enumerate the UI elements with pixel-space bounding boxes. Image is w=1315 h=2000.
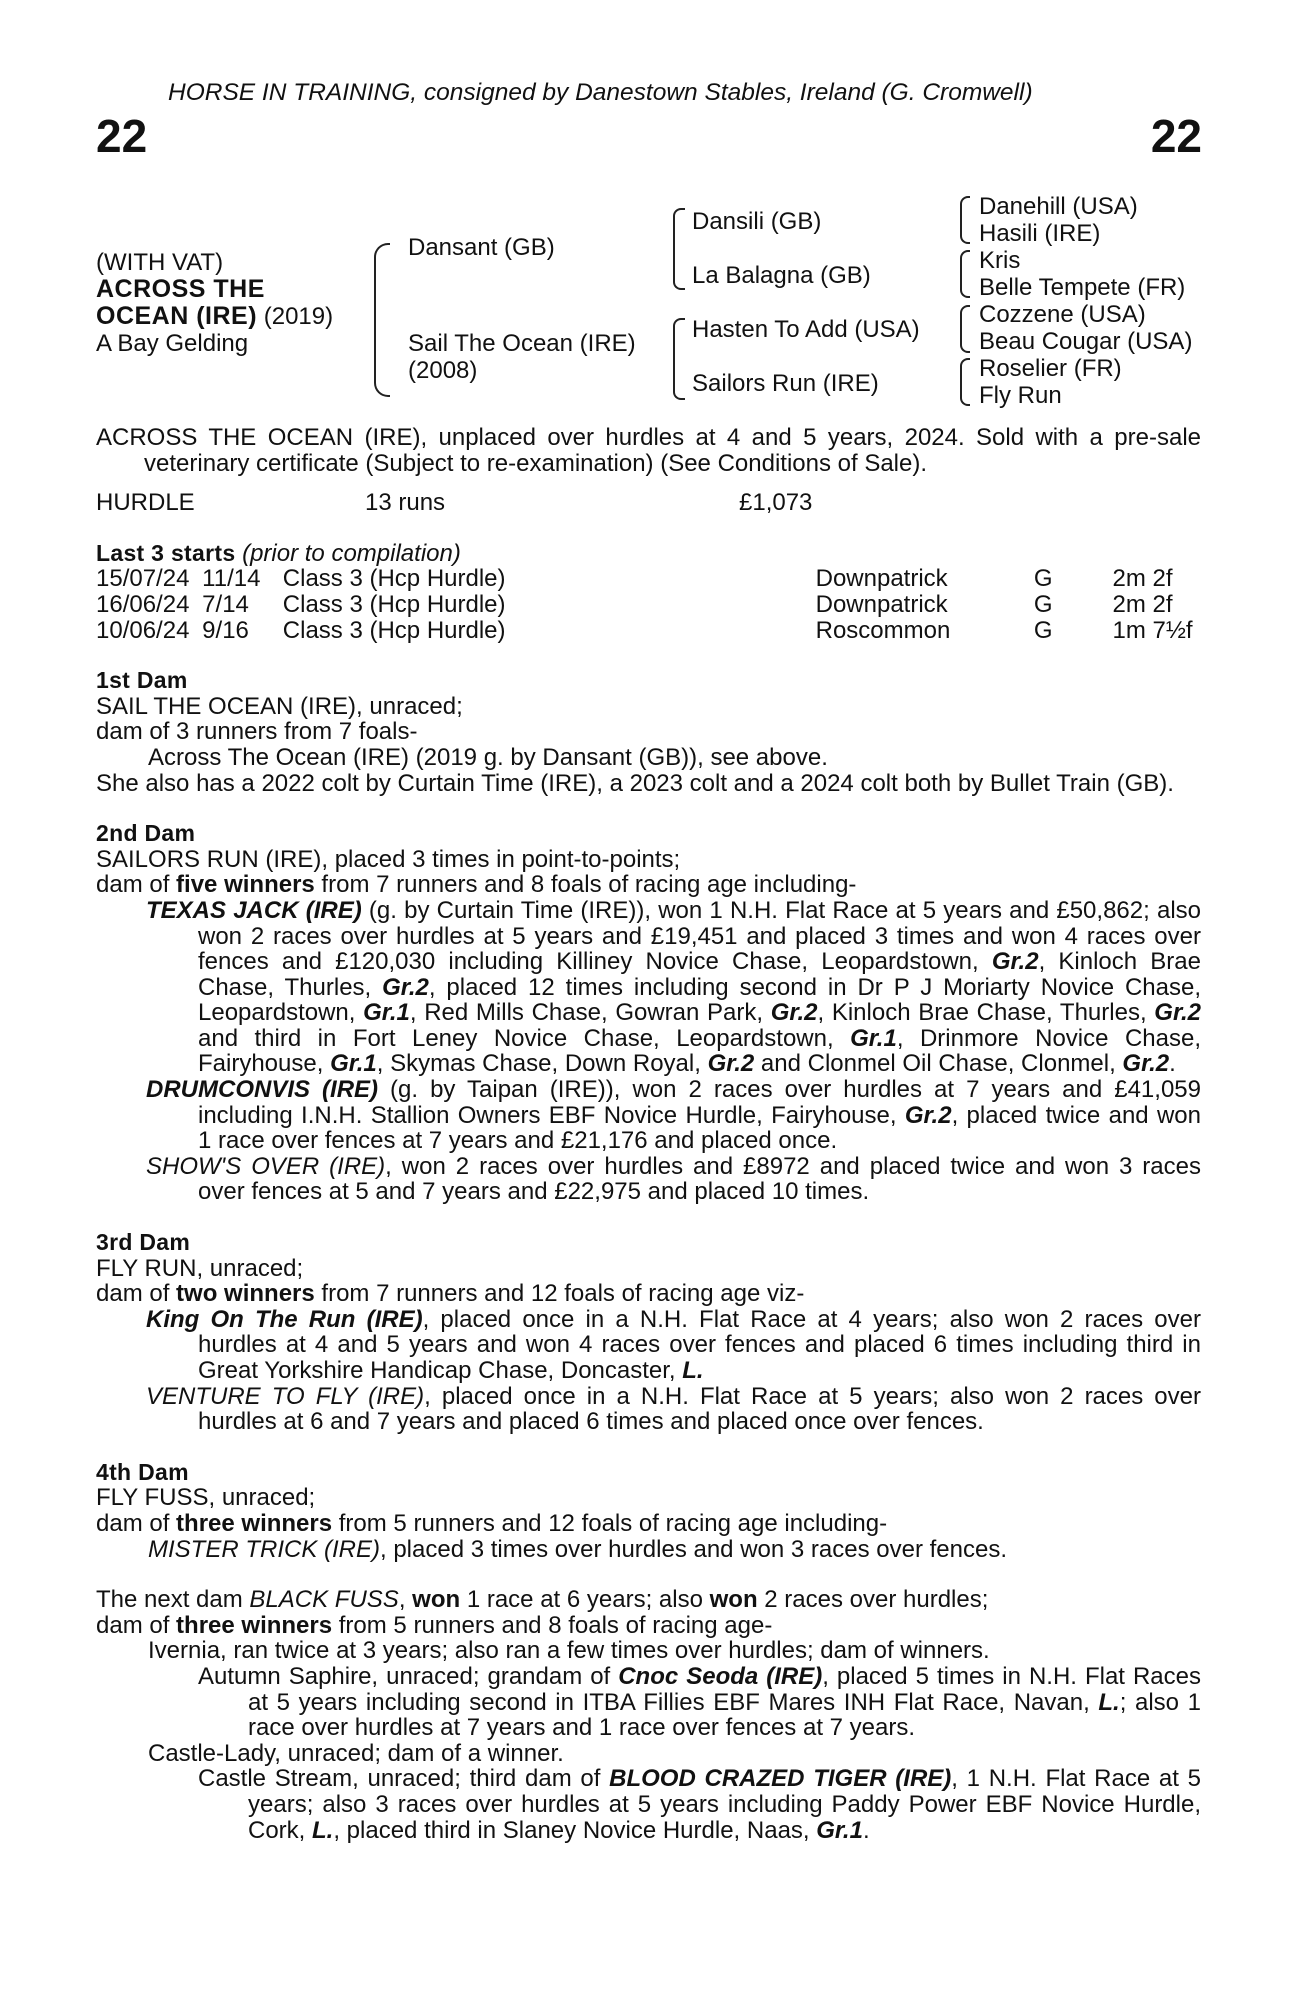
pedigree-dam-line2: (2008) <box>408 357 478 384</box>
pedigree-brace-gg3 <box>960 305 970 353</box>
produce-king-on-the-run: King On The Run (IRE), placed once in a N.H. Flat Race at 4 years; also won 2 races over hurdles at 4 and 5 years and won 4 races over fences and placed 6 times including third in Great Yorkshire Handicap Chase, Doncaster, L. <box>146 1305 1201 1384</box>
pedigree-ggp-7: Roselier (FR) <box>979 355 1122 382</box>
next-dam-line: The next dam BLACK FUSS, won 1 race at 6 years; also won 2 races over hurdles; <box>96 1586 989 1614</box>
pedigree-brace-gg4 <box>960 358 970 406</box>
pedigree-brace-gg1 <box>960 196 970 244</box>
pedigree-ggp-5: Cozzene (USA) <box>979 301 1146 328</box>
lot-number-right: 22 <box>1150 110 1202 162</box>
produce-castle-lady: Castle-Lady, unraced; dam of a winner. <box>148 1739 564 1767</box>
pedigree-sire-dam: La Balagna (GB) <box>692 262 871 289</box>
pedigree-brace-gg2 <box>960 250 970 298</box>
produce-ivernia: Ivernia, ran twice at 3 years; also ran a few times over hurdles; dam of winners. <box>148 1637 990 1665</box>
pedigree-dam-dam: Sailors Run (IRE) <box>692 370 879 397</box>
start-row: 15/07/24 11/14 Class 3 (Hcp Hurdle) Downpatrick G 2m 2f <box>96 565 1173 593</box>
lot-number-left: 22 <box>96 110 148 162</box>
fourth-dam-line: dam of three winners from 5 runners and 12 foals of racing age including- <box>96 1509 888 1537</box>
record-type: HURDLE <box>96 489 195 517</box>
produce-castle-stream: Castle Stream, unraced; third dam of BLOOD CRAZED TIGER (IRE), 1 N.H. Flat Race at 5 years; also 3 races over hurdles at 5 years including Paddy Power EBF Novice Hurdle, Cork, L., placed third in Slaney Novice Hurdle, Naas, Gr.1. <box>198 1765 1201 1844</box>
first-dam-heading: 1st Dam <box>96 667 188 694</box>
pedigree-sire: Dansant (GB) <box>408 234 555 261</box>
start-row: 16/06/24 7/14 Class 3 (Hcp Hurdle) Downpatrick G 2m 2f <box>96 590 1173 618</box>
pedigree-ggp-3: Kris <box>979 247 1021 274</box>
produce-texas-jack: TEXAS JACK (IRE) (g. by Curtain Time (IRE)), won 1 N.H. Flat Race at 5 years and £50,862; also won 2 races over hurdles at 5 years and £19,451 and placed 3 times and won 4 races over fences and £120,030 including Killiney Novice Chase, Leopardstown, Gr.2, Kinloch Brae Chase, Thurles, Gr.2, placed 12 times including second in Dr P J Moriarty Novice Chase, Leopardstown, Gr.1, Red Mills Chase, Gowran Park, Gr.2, Kinloch Brae Chase, Thurles, Gr.2 and third in Fort Leney Novice Chase, Leopardstown, Gr.1, Drinmore Novice Chase, Fairyhouse, Gr.1, Skymas Chase, Down Royal, Gr.2 and Clonmel Oil Chase, Clonmel, Gr.2. <box>146 896 1202 1078</box>
vat-label: (WITH VAT) <box>96 249 224 276</box>
horse-identity <box>96 249 333 357</box>
horse-name-line2: OCEAN (IRE) <box>96 302 258 330</box>
horse-name-line1: ACROSS THE <box>96 275 265 303</box>
catalogue-body <box>96 425 1201 1843</box>
produce-drumconvis: DRUMCONVIS (IRE) (g. by Taipan (IRE)), won 2 races over hurdles at 7 years and £41,059 including I.N.H. Stallion Owners EBF Novice Hurdle, Fairyhouse, Gr.2, placed twice and won 1 race over fences at 7 years and £21,176 and placed once. <box>146 1076 1201 1155</box>
second-dam-line: SAILORS RUN (IRE), placed 3 times in point-to-points; <box>96 845 681 873</box>
pedigree-dam-line1: Sail The Ocean (IRE) <box>408 330 636 357</box>
consignment-header: HORSE IN TRAINING, consigned by Danestown Stables, Ireland (G. Cromwell) <box>168 79 1033 106</box>
pedigree-brace-dam <box>673 318 685 400</box>
fourth-dam-line: FLY FUSS, unraced; <box>96 1484 316 1512</box>
start-row: 10/06/24 9/16 Class 3 (Hcp Hurdle) Roscommon G 1m 7½f <box>96 616 1193 644</box>
third-dam-heading: 3rd Dam <box>96 1229 191 1256</box>
pedigree-brace-sire <box>673 208 685 290</box>
pedigree-ggp-1: Danehill (USA) <box>979 193 1138 220</box>
third-dam-line: dam of two winners from 7 runners and 12 foals of racing age viz- <box>96 1280 805 1308</box>
first-dam-line: dam of 3 runners from 7 foals- <box>96 718 418 746</box>
produce-mister-trick: MISTER TRICK (IRE), placed 3 times over hurdles and won 3 races over fences. <box>148 1535 1007 1563</box>
record-earnings: £1,073 <box>739 489 813 517</box>
record-runs: 13 runs <box>365 489 446 517</box>
race-record <box>96 490 1201 516</box>
pedigree-dam-sire: Hasten To Add (USA) <box>692 316 920 343</box>
produce-autumn-saphire: Autumn Saphire, unraced; grandam of Cnoc Seoda (IRE), placed 5 times in N.H. Flat Races at 5 years including second in ITBA Fillies EBF Mares INH Flat Race, Navan, L.; also 1 race over hurdles at 7 years and 1 race over fences at 7 years. <box>198 1662 1201 1742</box>
first-dam-line: SAIL THE OCEAN (IRE), unraced; <box>96 692 463 720</box>
second-dam-heading: 2nd Dam <box>96 820 196 847</box>
last-starts-heading: Last 3 starts (prior to compilation) <box>96 539 461 567</box>
produce-shows-over: SHOW'S OVER (IRE), won 2 races over hurdles and £8972 and placed twice and won 3 races over fences at 5 and 7 years and £22,975 and placed 10 times. <box>146 1152 1201 1206</box>
intro-paragraph: ACROSS THE OCEAN (IRE), unplaced over hurdles at 4 and 5 years, 2024. Sold with a pre-sale veterinary certificate (Subject to re-examination) (See Conditions of Sale). <box>96 424 1201 477</box>
first-dam-note: She also has a 2022 colt by Curtain Time (IRE), a 2023 colt and a 2024 colt both by Bullet Train (GB). <box>96 769 1174 797</box>
pedigree-brace-main <box>374 243 390 397</box>
pedigree-ggp-4: Belle Tempete (FR) <box>979 274 1186 301</box>
fourth-dam-heading: 4th Dam <box>96 1458 189 1485</box>
second-dam-line: dam of five winners from 7 runners and 8 foals of racing age including- <box>96 871 857 899</box>
produce-venture-to-fly: VENTURE TO FLY (IRE), placed once in a N.H. Flat Race at 5 years; also won 2 races over hurdles at 6 and 7 years and placed 6 times and placed once over fences. <box>146 1382 1201 1436</box>
pedigree-sire-sire: Dansili (GB) <box>692 208 822 235</box>
pedigree-ggp-8: Fly Run <box>979 382 1062 409</box>
next-dam-line: dam of three winners from 5 runners and 8 foals of racing age- <box>96 1611 773 1639</box>
horse-year: (2019) <box>257 303 334 330</box>
horse-description: A Bay Gelding <box>96 330 249 357</box>
first-dam-produce: Across The Ocean (IRE) (2019 g. by Dansant (GB)), see above. <box>148 743 828 771</box>
pedigree-ggp-2: Hasili (IRE) <box>979 220 1101 247</box>
third-dam-line: FLY RUN, unraced; <box>96 1254 304 1282</box>
pedigree-ggp-6: Beau Cougar (USA) <box>979 328 1193 355</box>
